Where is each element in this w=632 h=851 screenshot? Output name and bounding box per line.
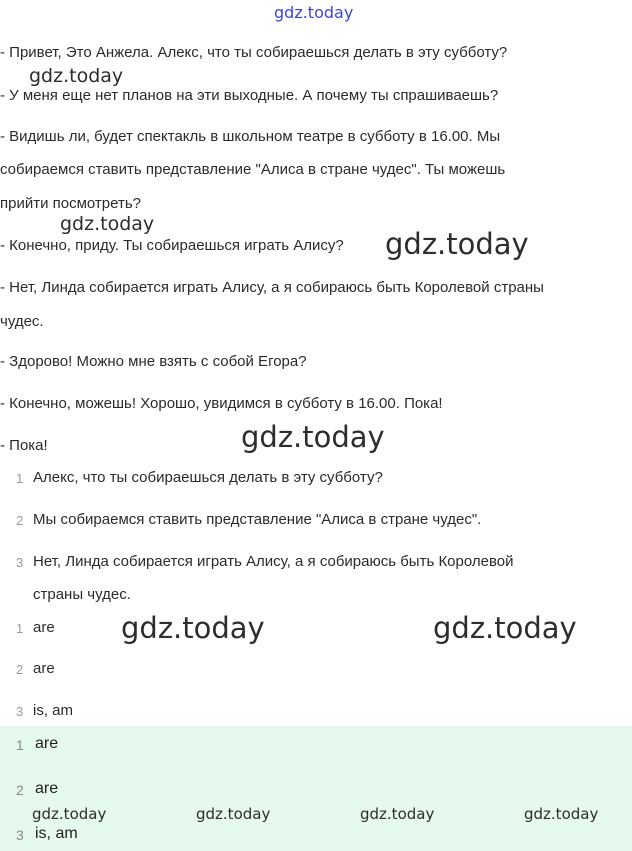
answer-item: are [35, 780, 59, 797]
list-number: 2 [16, 662, 24, 677]
list-number: 1 [16, 737, 24, 753]
answer-item: is, am [33, 702, 74, 719]
list-number: 3 [16, 827, 24, 843]
answer-item: are [33, 660, 55, 677]
dialogue-line: - Видишь ли, будет спектакль в школьном театре в субботу в 16.00. Мы [0, 128, 501, 145]
dialogue-line: - Пока! [0, 437, 48, 454]
list-item: Алекс, что ты собираешься делать в эту субботу? [33, 469, 383, 486]
list-item: Нет, Линда собирается играть Алису, а я собираюсь быть Королевой [33, 553, 514, 570]
dialogue-line: - Конечно, приду. Ты собираешься играть Алису? [0, 237, 344, 254]
dialogue-line: - Конечно, можешь! Хорошо, увидимся в субботу в 16.00. Пока! [0, 395, 443, 412]
list-item: Мы собираемся ставить представление "Алиса в стране чудес". [33, 511, 482, 528]
watermark: gdz.today [241, 420, 385, 454]
list-number: 1 [16, 621, 24, 636]
watermark: gdz.today [385, 227, 529, 261]
watermark: gdz.today [121, 611, 265, 645]
dialogue-line: чудес. [0, 313, 44, 330]
dialogue-line: - У меня еще нет планов на эти выходные. А почему ты спрашиваешь? [0, 87, 499, 104]
watermark-top: gdz.today [274, 3, 354, 22]
dialogue-line: - Здорово! Можно мне взять с собой Егора? [0, 353, 307, 370]
watermark: gdz.today [60, 213, 155, 235]
list-number: 3 [16, 704, 24, 719]
list-number: 2 [16, 513, 24, 528]
highlighted-answers-panel [0, 726, 632, 851]
watermark: gdz.today [32, 805, 107, 823]
dialogue-line: - Нет, Линда собирается играть Алису, а я собираюсь быть Королевой страны [0, 279, 544, 296]
answer-item: are [35, 735, 59, 752]
list-item-continuation: страны чудес. [33, 586, 131, 603]
answer-item: is, am [35, 825, 78, 842]
watermark: gdz.today [29, 65, 124, 87]
answer-item: are [33, 619, 55, 636]
watermark: gdz.today [360, 805, 435, 823]
dialogue-line: прийти посмотреть? [0, 195, 142, 212]
dialogue-line: - Привет, Это Анжела. Алекс, что ты собираешься делать в эту субботу? [0, 44, 508, 61]
watermark: gdz.today [433, 611, 577, 645]
list-number: 2 [16, 782, 24, 798]
watermark: gdz.today [524, 805, 599, 823]
dialogue-line: собираемся ставить представление "Алиса в стране чудес". Ты можешь [0, 161, 506, 178]
list-number: 3 [16, 555, 24, 570]
list-number: 1 [16, 471, 24, 486]
watermark: gdz.today [196, 805, 271, 823]
